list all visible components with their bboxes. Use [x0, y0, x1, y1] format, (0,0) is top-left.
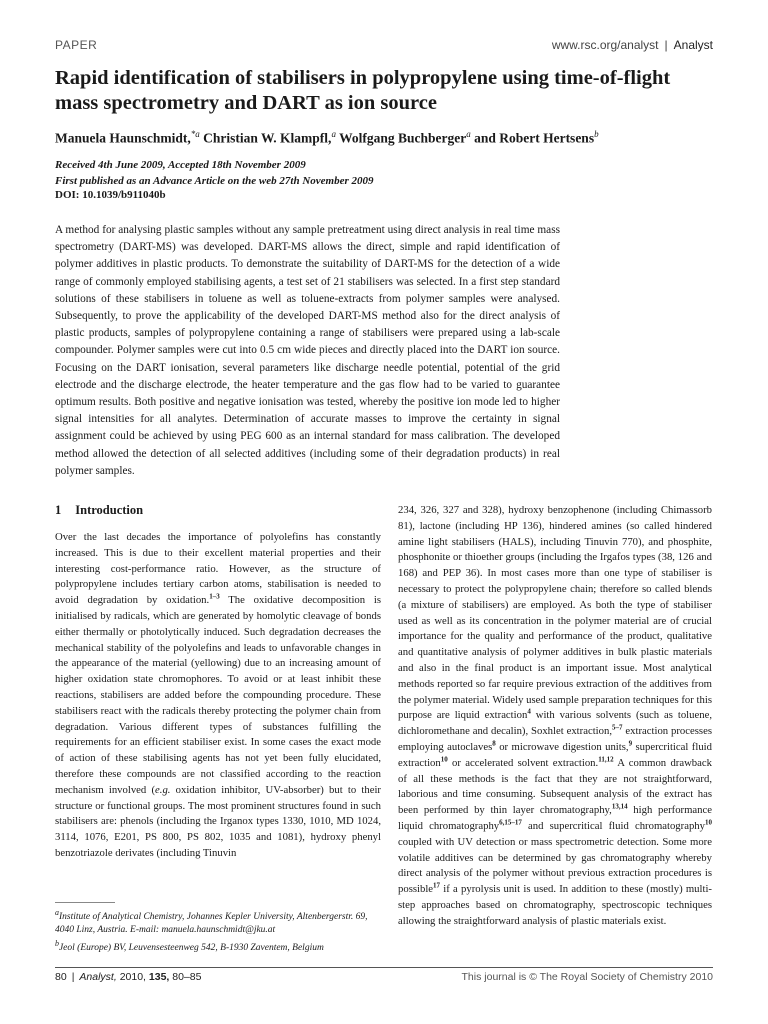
- footer-volume: 135,: [145, 971, 170, 983]
- author-name: and Robert Hertsens: [470, 130, 595, 146]
- body-text-italic: e.g.: [155, 783, 171, 796]
- body-column-left: [55, 530, 381, 862]
- page-citation: [55, 971, 201, 983]
- citation-ref[interactable]: 10: [705, 818, 712, 827]
- section-heading: [55, 503, 143, 518]
- first-published-date: First published as an Advance Article on the web 27th November 2009: [55, 175, 374, 187]
- section-number: 1: [55, 503, 62, 517]
- body-text: with various solvents (such as toluene, dichloromethane and decalin), Soxhlet extraction,: [398, 709, 712, 738]
- citation-ref[interactable]: 10: [440, 755, 448, 764]
- copyright-notice: This journal is © The Royal Society of Chemistry 2010: [461, 971, 713, 983]
- body-text: The oxidative decomposition is initialised by radicals, which are generated by homolytic cleavage of bonds either thermally or photolytically induced. Such degradation decreases the mechanical stability of the polyolefins and leads to unfavorable changes in the appearance of the material (yellowing) due to an increasing amount of higher oxidation state chromophores. To avoid or at least inhibit these reactions, stabilisers are added before the compounding procedure. These stabilisers react with the radicals thereby protecting the polymer chain from degradation. Various different types of substances fulfilling the requirements for an efficient stabiliser exist. In some cases the exact mode of action of these stabilising agents has not yet been fully elucidated, therefore these compounds are not classified according to the reaction mechanism involved (: [55, 594, 381, 796]
- journal-header: [552, 38, 713, 52]
- received-date: Received 4th June 2009, Accepted 18th November 2009: [55, 159, 306, 171]
- author-list: [55, 129, 715, 147]
- footer-journal: Analyst,: [79, 971, 117, 983]
- body-text: A common drawback of all these methods is the fact that they are not straightforward, laborious and time consuming. Subsequent analysis of the extract has been performed by thin layer chromatography,: [398, 756, 712, 817]
- body-text: 234, 326, 327 and 328), hydroxy benzophenone (including Chimassorb 81), lactone (including HP 136), hindered amines (so called hindered amine light stabilisers (HALS), including Tinuvin 770), and phosphite, phosphonite or thioether groups (including the Irgafos types (38, 126 and 168) and PEP 36). In most cases more than one type of stabiliser is necessary to protect the polypropylene chain; therefore so called blends (a mixture of stabilisers) are employed. As both the type of stabiliser used as well as its concentration in the polymer material are of crucial importance for the quality and performance of the product, qualitative and quantitative analysis of polymer additives in bulk plastic materials and also in the final product is an important issue. Most analytical methods reported so far require previous extraction of the additives from the polymer material. Widely used sample preparation techniques for this purpose are liquid extraction: [398, 504, 712, 722]
- citation-ref[interactable]: 17: [433, 881, 441, 890]
- citation-ref[interactable]: 4: [527, 707, 531, 716]
- section-title: Introduction: [75, 503, 144, 517]
- citation-ref[interactable]: 5–7: [612, 723, 623, 732]
- page-number: 80: [55, 971, 67, 983]
- footnote-text: Institute of Analytical Chemistry, Johannes Kepler University, Altenbergerstr. 69, 4040 Linz, Austria. E-mail: manuela.haunschmidt@jku.at: [55, 912, 368, 936]
- body-text: extraction processes employing autoclaves: [398, 725, 712, 753]
- author-affiliation: b: [594, 129, 599, 139]
- body-text: supercritical fluid extraction: [398, 740, 712, 769]
- abstract: A method for analysing plastic samples without any sample pretreatment using direct analysis in real time mass spectrometry (DART-MS) was developed. DART-MS allows the direct, simple and rapid identification of polymer additives in plastic products. To demonstrate the suitability of DART-MS for the detection of a wide range of commonly employed stabilising agents, a test set of 21 stabilisers was selected. In a first step standard solutions of these stabilisers in toluene as well as toluene-extracts from polymer samples were analysed. Subsequently, to prove the applicability of the developed DART-MS method also for the direct analysis of plastic products, samples of polypropylene containing a range of stabilisers were prepared using a lab-scale compounder. Polymer samples were cut into 0.5 cm wide pieces and directly placed into the DART ion source. Focusing on the DART ionisation, several parameters like discharge needle potential, potential of the grid electrode and the discharge electrode, the heater temperature and the gas flow had to be varied to guarantee optimum results. Both positive and negative ionisation was tested, whereby the positive ion mode led to higher signal intensities for all analytes. Determination of accurate masses to improve the certainty in signal assignment could be achieved by using PEG 600 as an internal standard for mass calibration. The developed method allowed the detection of all selected additives (including some of their degradation products) in real polymer samples.: [55, 224, 560, 477]
- body-text: if a pyrolysis unit is used. In addition to these (mostly) multi-step approaches based on chromatography, spectroscopic techniques allowing the straightforward analysis of plastic materials exist.: [398, 883, 712, 927]
- author-name: Manuela Haunschmidt,: [55, 130, 191, 146]
- body-text: or microwave digestion units,: [495, 740, 629, 753]
- citation-ref[interactable]: 8: [492, 739, 496, 748]
- section-label: PAPER: [55, 38, 98, 52]
- footer-separator: |: [71, 971, 75, 983]
- footer-divider: [55, 967, 713, 968]
- journal-name: Analyst: [673, 38, 713, 52]
- author-affiliation: a: [331, 129, 336, 139]
- author-affiliation: *a: [190, 129, 200, 139]
- citation-ref[interactable]: 11,12: [598, 755, 614, 764]
- body-text: coupled with UV detection or mass spectrometric detection. Some more volatile additives can be determined by gas chromatography whereby direct analysis of the polymer without previous extraction procedures is possible: [398, 835, 712, 896]
- doi[interactable]: DOI: 10.1039/b911040b: [55, 189, 166, 201]
- author-name: Christian W. Klampfl,: [199, 130, 332, 146]
- footnote-mark: a: [55, 908, 59, 917]
- body-text: Over the last decades the importance of polyolefins has constantly increased. This is due to their excellent material properties and their interesting cost-performance ratio. However, as the structure of polypropylene includes tertiary carbon atoms, stabilisation is needed to avoid degradation by oxidation.: [55, 531, 381, 607]
- author-affiliation: a: [466, 129, 471, 139]
- citation-ref[interactable]: 13,14: [611, 802, 628, 811]
- author-name: Wolfgang Buchberger: [335, 130, 467, 146]
- affiliation-footnotes: [55, 906, 381, 955]
- footnote-text: Jeol (Europe) BV, Leuvensesteenweg 542, B-1930 Zaventem, Belgium: [58, 943, 324, 954]
- body-text: high performance liquid chromatography: [398, 804, 712, 832]
- footnote-divider: [55, 902, 115, 903]
- citation-ref[interactable]: 1–3: [209, 592, 220, 601]
- publication-dates: [55, 157, 374, 189]
- footnote-a: [55, 906, 381, 937]
- body-column-right: [398, 503, 712, 930]
- journal-url-link[interactable]: www.rsc.org/analyst: [551, 38, 659, 52]
- footnote-b: [55, 937, 381, 955]
- citation-ref[interactable]: 9: [628, 739, 633, 748]
- article-title: Rapid identification of stabilisers in polypropylene using time-of-flight mass spectrometry and DART as ion source: [55, 67, 671, 114]
- body-text: or accelerated solvent extraction.: [447, 756, 599, 769]
- footnote-mark: b: [55, 939, 59, 949]
- footer-year: 2010,: [116, 971, 146, 983]
- body-text: and supercritical fluid chromatography: [521, 819, 705, 832]
- citation-ref[interactable]: 6,15–17: [499, 818, 522, 827]
- body-text: oxidation inhibitor, UV-absorber) but to their structure or functional groups. The most prominent structures found in such stabilisers are: phenols (including the Irganox types 1330, 1010, MD 1024, 3114, 1076, E201, PS 800, PS 802, 1035 and 1081), hydroxy phenyl benzotriazole derivates (including Tinuvin: [55, 783, 381, 859]
- footer-pages: 80–85: [169, 971, 202, 983]
- header-separator: |: [664, 38, 668, 52]
